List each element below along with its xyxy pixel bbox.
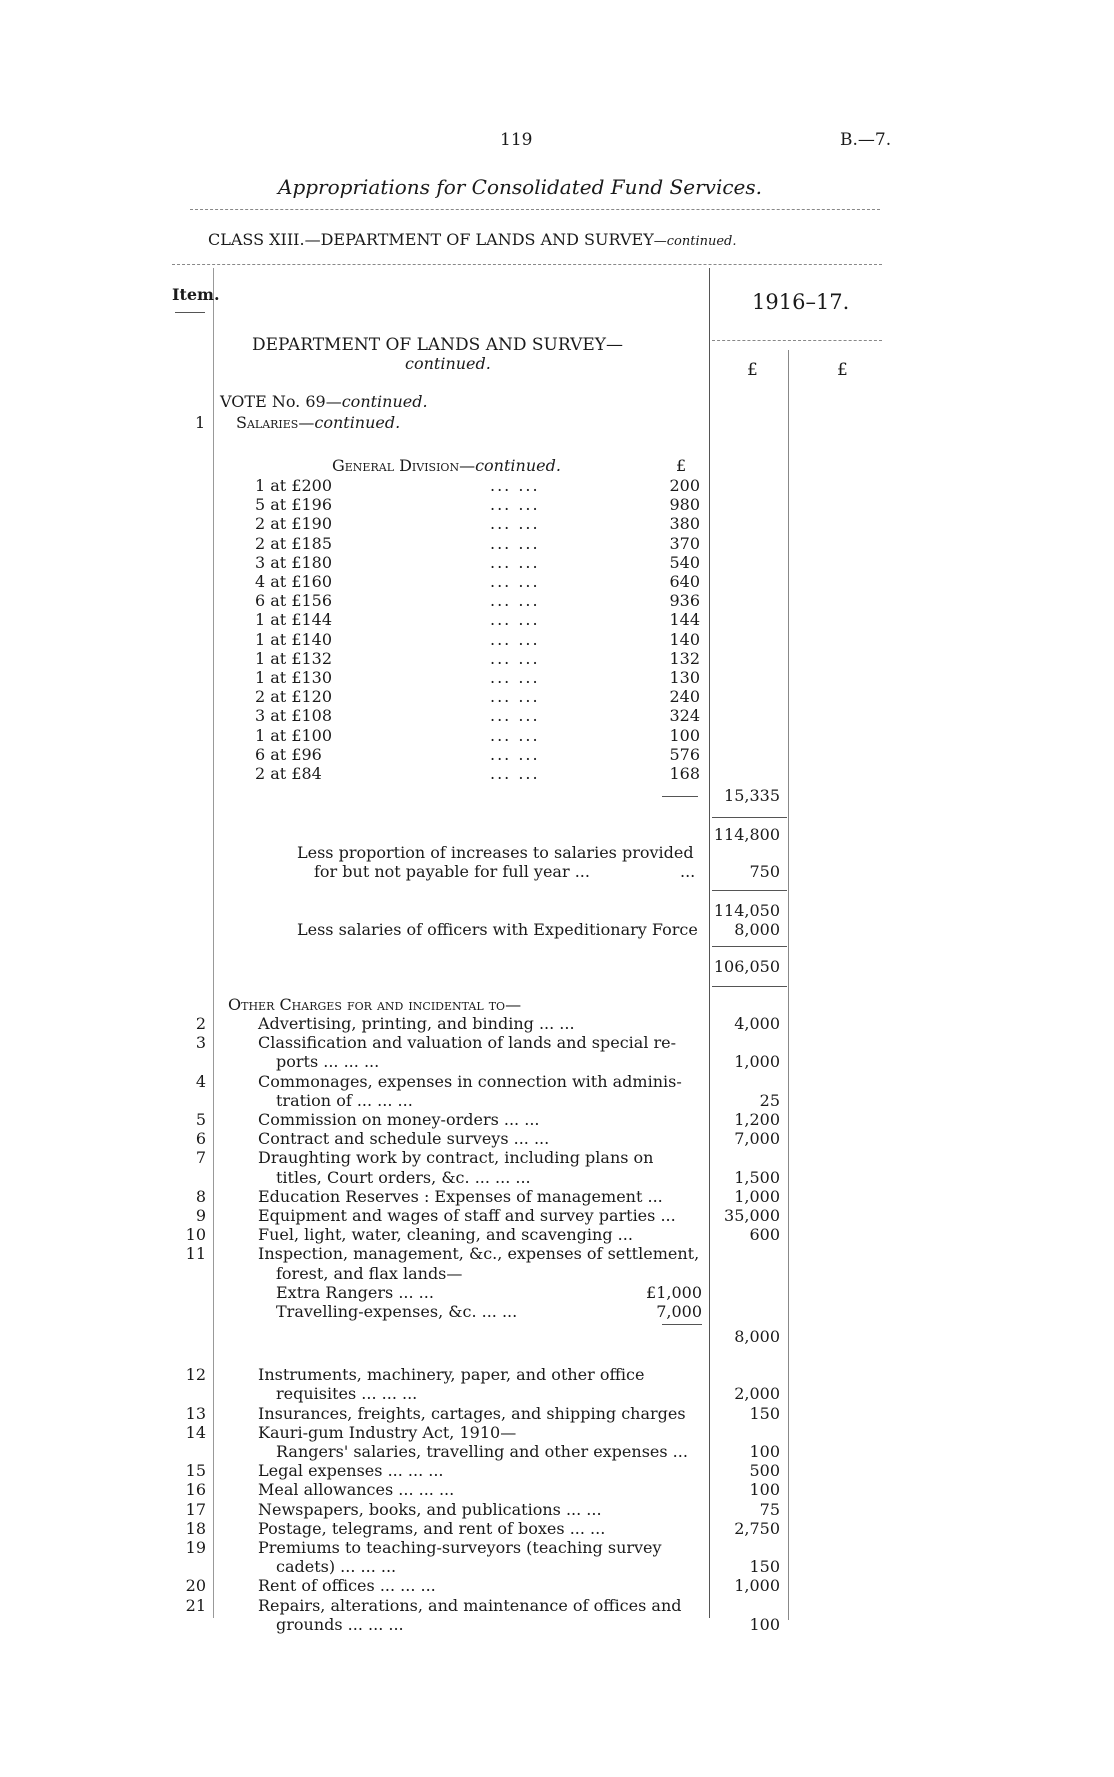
general-division-row-amount: 144 (669, 610, 700, 630)
general-division-row-label: 6 at £156 (255, 591, 333, 611)
table-top-rule (172, 264, 882, 265)
item-amount: 2,750 (734, 1518, 780, 1538)
item-amount: 1,000 (734, 1052, 780, 1072)
second-pound-column-rule (788, 350, 789, 1620)
item-description-line: Kauri-gum Industry Act, 1910— (258, 1422, 517, 1442)
leader-dots: ... ... (490, 495, 540, 515)
item-description-line: Classification and valuation of lands and special re- (258, 1033, 677, 1053)
item-description-line: Legal expenses ... ... ... (258, 1461, 444, 1481)
item-description-line: Rangers' salaries, travelling and other expenses ... (276, 1442, 688, 1461)
general-division-row-label: 2 at £84 (255, 764, 322, 783)
salaries-continued: continued. (314, 413, 401, 432)
item-description-line: Rent of offices ... ... ... (258, 1576, 436, 1596)
leader-dots: ... ... (490, 552, 540, 572)
item-amount: 75 (759, 1499, 780, 1519)
item-amount: 4,000 (734, 1014, 780, 1033)
leader-dots: ... ... (490, 725, 540, 745)
general-division-row-amount: 380 (669, 514, 700, 534)
subtotal-after-proportion: 114,050 (713, 901, 780, 920)
class-heading-text: CLASS XIII.—DEPARTMENT OF LANDS AND SURVEY (208, 230, 654, 249)
general-division-sum-rule (662, 796, 698, 797)
general-division-row-amount: 130 (669, 668, 700, 687)
vote-continued: continued. (341, 392, 428, 411)
less-proportion-dots: ... (680, 862, 696, 881)
running-title: Appropriations for Consolidated Fund Services. (278, 175, 763, 199)
item-amount: 1,500 (734, 1167, 780, 1187)
general-division-row-amount: 100 (669, 725, 700, 745)
item-number: 17 (185, 1499, 206, 1519)
pound-sign-col1: £ (747, 360, 758, 380)
item-amount: 150 (749, 1403, 780, 1423)
item-description-line: Contract and schedule surveys ... ... (258, 1129, 550, 1149)
item-description-line: Commonages, expenses in connection with adminis- (258, 1071, 682, 1091)
leader-dots: ... ... (490, 533, 540, 553)
general-division-row-label: 2 at £120 (255, 687, 333, 707)
year-column-label: 1916–17. (752, 290, 850, 314)
general-division-row-label: 1 at £130 (255, 668, 333, 687)
item-11-sum-rule (662, 1324, 702, 1325)
item-amount: 1,000 (734, 1186, 780, 1206)
item-number: 3 (195, 1033, 206, 1053)
header-rule (190, 209, 880, 210)
item-number: 14 (185, 1422, 206, 1442)
department-continued: continued. (405, 354, 491, 373)
class-heading (208, 230, 737, 249)
general-division-row-amount: 576 (669, 744, 700, 764)
general-division-heading (332, 456, 561, 475)
item-column-rule (213, 268, 214, 1618)
item-number: 13 (185, 1403, 206, 1423)
item-column-label: Item. (172, 285, 220, 304)
item-description-line: Repairs, alterations, and maintenance of offices and (258, 1595, 682, 1615)
less-proportion-line-2: for but not payable for full year ... (314, 862, 590, 881)
item-description-line: Draughting work by contract, including plans on (258, 1148, 654, 1168)
item-number: 4 (195, 1071, 206, 1091)
general-division-row-label: 1 at £200 (255, 476, 333, 495)
leader-dots: ... ... (490, 668, 540, 687)
general-division-row-amount: 240 (669, 687, 700, 707)
item-description-line: Insurances, freights, cartages, and shipping charges (258, 1403, 686, 1423)
class-heading-continued: —continued. (653, 234, 737, 249)
item-description-line: Newspapers, books, and publications ... ... (258, 1499, 602, 1519)
item-number: 5 (195, 1110, 206, 1129)
subtotal-rule-1 (712, 817, 787, 818)
item-number: 15 (185, 1461, 206, 1481)
item-amount: 1,200 (734, 1110, 780, 1129)
leader-dots: ... ... (490, 687, 540, 707)
item-number: 6 (195, 1129, 206, 1149)
item-description-line: tration of ... ... ... (276, 1090, 413, 1110)
general-division-pound: £ (676, 456, 687, 475)
general-division-row-amount: 370 (669, 533, 700, 553)
item-description-line: Inspection, management, &c., expenses of settlement, (258, 1244, 700, 1264)
other-charges-heading: Other Charges for and incidental to— (228, 995, 522, 1014)
item-description-line: Fuel, light, water, cleaning, and scavenging ... (258, 1225, 633, 1245)
general-division-row-amount: 980 (669, 495, 700, 515)
item-number: 16 (185, 1480, 206, 1500)
item-description-line: Equipment and wages of staff and survey parties ... (258, 1206, 676, 1225)
leader-dots: ... ... (490, 591, 540, 611)
subtotal-rule-2 (712, 890, 787, 891)
general-division-row-label: 2 at £185 (255, 533, 333, 553)
salaries-label: Salaries— (236, 413, 315, 432)
item-description-line: grounds ... ... ... (276, 1614, 404, 1634)
item-amount: 1,000 (734, 1576, 780, 1596)
less-proportion-amount: 750 (749, 862, 780, 881)
general-division-row-label: 6 at £96 (255, 744, 322, 764)
leader-dots: ... ... (490, 476, 540, 495)
item-number: 12 (185, 1365, 206, 1385)
item-11-sub-label: Extra Rangers ... ... (276, 1282, 434, 1302)
less-expeditionary-label: Less salaries of officers with Expeditionary Force (297, 920, 698, 939)
leader-dots: ... ... (490, 648, 540, 668)
item-description-line: Postage, telegrams, and rent of boxes ... ... (258, 1518, 606, 1538)
general-division-row-amount: 324 (669, 706, 700, 726)
item-amount: 600 (749, 1225, 780, 1245)
item-11-sub-label: Travelling-expenses, &c. ... ... (276, 1302, 518, 1321)
item-description-line: Education Reserves : Expenses of management ... (258, 1186, 663, 1206)
item-description-line: requisites ... ... ... (276, 1384, 418, 1404)
vote-heading (220, 392, 428, 411)
pound-sign-col2: £ (837, 360, 848, 380)
item-description-line: Instruments, machinery, paper, and other office (258, 1365, 645, 1385)
general-division-row-label: 5 at £196 (255, 495, 333, 515)
general-division-row-label: 1 at £132 (255, 648, 333, 668)
item-description-line: cadets) ... ... ... (276, 1557, 397, 1577)
item-amount: 35,000 (724, 1206, 780, 1225)
item-description-line: Meal allowances ... ... ... (258, 1480, 455, 1500)
leader-dots: ... ... (490, 706, 540, 726)
leader-dots: ... ... (490, 572, 540, 591)
item-number: 21 (185, 1595, 206, 1615)
item-description-line: titles, Court orders, &c. ... ... ... (276, 1167, 531, 1187)
item-amount: 100 (749, 1614, 780, 1634)
general-division-total: 15,335 (724, 786, 780, 805)
general-division-row-label: 4 at £160 (255, 572, 333, 591)
leader-dots: ... ... (490, 629, 540, 649)
item-number: 20 (185, 1576, 206, 1596)
item-amount: 7,000 (734, 1129, 780, 1149)
general-division-row-amount: 140 (669, 629, 700, 649)
general-division-row-amount: 640 (669, 572, 700, 591)
general-division-row-amount: 200 (669, 476, 700, 495)
general-division-continued: continued. (475, 456, 561, 475)
subtotal-before-deductions: 114,800 (713, 825, 780, 844)
general-division-row-label: 1 at £144 (255, 610, 333, 630)
item-description-line: Commission on money-orders ... ... (258, 1110, 540, 1129)
item-description-line: forest, and flax lands— (276, 1263, 463, 1283)
item-number: 10 (185, 1225, 206, 1245)
vote-label: VOTE No. 69— (220, 392, 342, 411)
item-number: 2 (195, 1014, 206, 1033)
item-number: 7 (195, 1148, 206, 1168)
page-number: 119 (500, 130, 533, 150)
item-amount: 2,000 (734, 1384, 780, 1404)
leader-dots: ... ... (490, 514, 540, 534)
general-division-row-amount: 132 (669, 648, 700, 668)
less-expeditionary-amount: 8,000 (734, 920, 780, 939)
salaries-heading (236, 413, 400, 432)
general-division-row-label: 3 at £180 (255, 552, 333, 572)
item-number: 9 (195, 1206, 206, 1225)
item-number: 11 (185, 1244, 206, 1264)
item-11-sub-amount: £1,000 (646, 1282, 702, 1302)
document-code: B.—7. (840, 130, 892, 150)
item-number: 18 (185, 1518, 206, 1538)
leader-dots: ... ... (490, 744, 540, 764)
item-amount: 100 (749, 1480, 780, 1500)
general-division-row-label: 3 at £108 (255, 706, 333, 726)
subtotal-rule-3 (712, 946, 787, 947)
item-description-line: ports ... ... ... (276, 1052, 380, 1072)
item-amount: 500 (749, 1461, 780, 1481)
general-division-row-label: 2 at £190 (255, 514, 333, 534)
net-salaries-total: 106,050 (713, 957, 780, 976)
general-division-row-label: 1 at £140 (255, 629, 333, 649)
item-label-rule (175, 312, 205, 313)
less-proportion-line-1: Less proportion of increases to salaries provided (297, 843, 694, 862)
item-description-line: Premiums to teaching-surveyors (teaching survey (258, 1538, 662, 1557)
subtotal-rule-4 (712, 986, 787, 987)
salaries-item-number: 1 (195, 413, 206, 432)
leader-dots: ... ... (490, 610, 540, 630)
department-title: DEPARTMENT OF LANDS AND SURVEY— (252, 335, 623, 355)
amount-column-rule (709, 268, 710, 1618)
item-amount: 25 (759, 1090, 780, 1110)
general-division-row-amount: 168 (669, 764, 700, 783)
leader-dots: ... ... (490, 764, 540, 783)
item-11-sub-amount: 7,000 (656, 1302, 702, 1321)
item-11-total: 8,000 (734, 1327, 780, 1347)
item-amount: 100 (749, 1442, 780, 1461)
item-amount: 150 (749, 1557, 780, 1577)
item-description-line: Advertising, printing, and binding ... ... (258, 1014, 575, 1033)
general-division-row-amount: 540 (669, 552, 700, 572)
general-division-row-label: 1 at £100 (255, 725, 333, 745)
general-division-row-amount: 936 (669, 591, 700, 611)
general-division-label: General Division— (332, 456, 476, 475)
year-rule (712, 340, 882, 341)
item-number: 8 (195, 1186, 206, 1206)
item-number: 19 (185, 1538, 206, 1557)
